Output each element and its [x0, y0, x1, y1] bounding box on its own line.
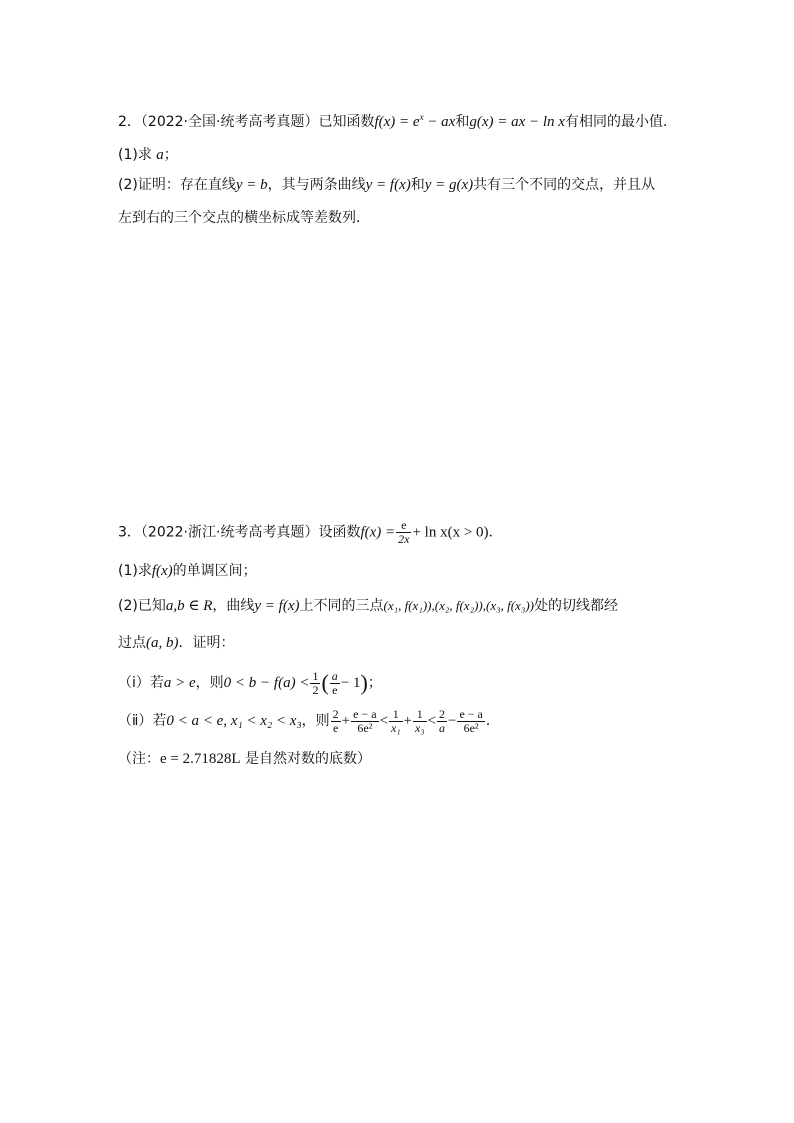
q3-note-e-value: e = 2.71828L: [160, 751, 241, 767]
q3-part2-e: 过点: [118, 635, 146, 651]
q3-part2-f: ．证明：: [178, 635, 235, 651]
q3-item-ii: [118, 706, 500, 736]
q2-part1-var: a: [156, 147, 164, 163]
q3-curve: y = f(x): [254, 598, 300, 614]
q3-number: 3．: [118, 524, 141, 541]
q3-lead: 设函数: [318, 524, 361, 541]
q3-ii-frac5: $\frac{2}{a}$: [438, 706, 445, 735]
q3-f-eq: f(x) =: [360, 524, 396, 541]
q2-part2-line2: 左到右的三个交点的横坐标成等差数列．: [118, 210, 370, 226]
q3-ii-lt1: <: [379, 713, 389, 729]
q2-func-g: g(x) = ax − ln x: [469, 114, 565, 130]
q2-part1-label: (1)求: [118, 147, 157, 163]
q2-part2-text-c: 共有三个不同的交点，并且从: [473, 177, 656, 193]
q2-part2-text-b: ，其与两条曲线: [267, 177, 366, 193]
q3-stem: [118, 519, 503, 546]
q3-note-a: （注：: [118, 751, 160, 767]
q2-curve-g: y = g(x): [424, 177, 474, 193]
q3-part1-f: f(x): [151, 563, 173, 579]
q3-source: （2022·浙江·统考高考真题）: [140, 524, 319, 541]
q2-and: 和: [455, 114, 470, 130]
q2-lead: 已知函数: [318, 114, 375, 130]
q3-ii-frac4: $\frac{1}{\text{x₃}}$: [415, 706, 425, 735]
q2-tail: 有相同的最小值．: [564, 114, 677, 130]
q2-line-yb: y = b: [235, 177, 268, 193]
q3-ii-end: ．: [485, 713, 500, 729]
q3-ii-frac2: $\frac{e - a}{\text{6e²}}$: [353, 706, 377, 735]
q3-part2-line1: [118, 596, 618, 616]
q2-part1-end: ；: [163, 147, 178, 163]
q3-ii-frac6: $\frac{e - a}{\text{6e²}}$: [459, 706, 483, 735]
q3-ii-then: ，则: [301, 713, 330, 729]
q2-part2-and: 和: [410, 177, 425, 193]
q3-note: [118, 749, 371, 769]
q2-part2-line1: [118, 175, 655, 195]
q3-part2-a: (2)已知: [118, 598, 166, 614]
q3-ii-plus2: +: [403, 713, 412, 729]
q3-part1-b: 的单调区间；: [172, 563, 257, 579]
q2-part2-text-a: (2)证明：存在直线: [118, 177, 236, 193]
q3-part1: [118, 561, 257, 581]
q3-i-end: ；: [367, 675, 382, 691]
q3-ab-in-R: a,b ∈ R: [165, 598, 213, 614]
q3-end: ．: [488, 524, 503, 541]
q3-i-ineq: 0 < b − f(a) <: [223, 675, 310, 691]
q3-three-points: (x₁, f(x₁)),(x₂, f(x₂)),(x₃, f(x₃)): [383, 598, 535, 613]
q3-ii-frac3: $\frac{1}{\text{x₁}}$: [391, 706, 401, 735]
q3-part1-a: (1)求: [118, 563, 152, 579]
q3-frac-e-2x: $\frac{e}{2x}$: [398, 518, 410, 546]
q3-ii-frac1: $\frac{2}{e}$: [332, 706, 339, 735]
q3-point-ab: (a, b): [146, 635, 179, 651]
q3-ii-plus: +: [341, 713, 351, 729]
q3-i-then: ，则: [195, 675, 224, 691]
q3-ii-minus: −: [447, 713, 457, 729]
q3-part2-c: 上不同的三点: [299, 598, 384, 614]
q2-part1: [118, 145, 178, 165]
q3-i-minus1: − 1: [340, 675, 361, 691]
q3-ii-label: （ⅱ）若: [118, 713, 167, 729]
q2-curve-f: y = f(x): [365, 177, 411, 193]
q3-note-b: 是自然对数的底数）: [240, 751, 371, 767]
q3-ii-lt2: <: [427, 713, 436, 729]
q3-item-i: （ⅰ）若a > e，则0 < b − f(a) < $\frac{1}{2}$ ( $\frac{a}{e}$ − 1)；: [118, 668, 382, 697]
q3-part2-d: 处的切线都经: [534, 598, 619, 614]
q3-part2-line2: [118, 633, 235, 653]
q2-number: 2．: [118, 114, 141, 130]
q3-i-half: $\frac{1}{2}$: [312, 668, 319, 697]
q2-func-f: $f(x) = e^x$ − ax: [374, 112, 456, 130]
q2-stem: [118, 107, 677, 132]
q3-part2-b: ，曲线: [212, 598, 255, 614]
q3-i-a-over-e: $\frac{a}{e}$: [331, 668, 338, 697]
q3-i-label: （ⅰ）若: [118, 675, 164, 691]
q3-ii-cond: 0 < a < e, x₁ < x₂ < x₃: [166, 713, 302, 729]
q3-i-cond: a > e: [163, 675, 196, 691]
q2-source: （2022·全国·统考高考真题）: [140, 114, 319, 130]
q3-f-tail: + ln x(x > 0): [412, 524, 489, 541]
